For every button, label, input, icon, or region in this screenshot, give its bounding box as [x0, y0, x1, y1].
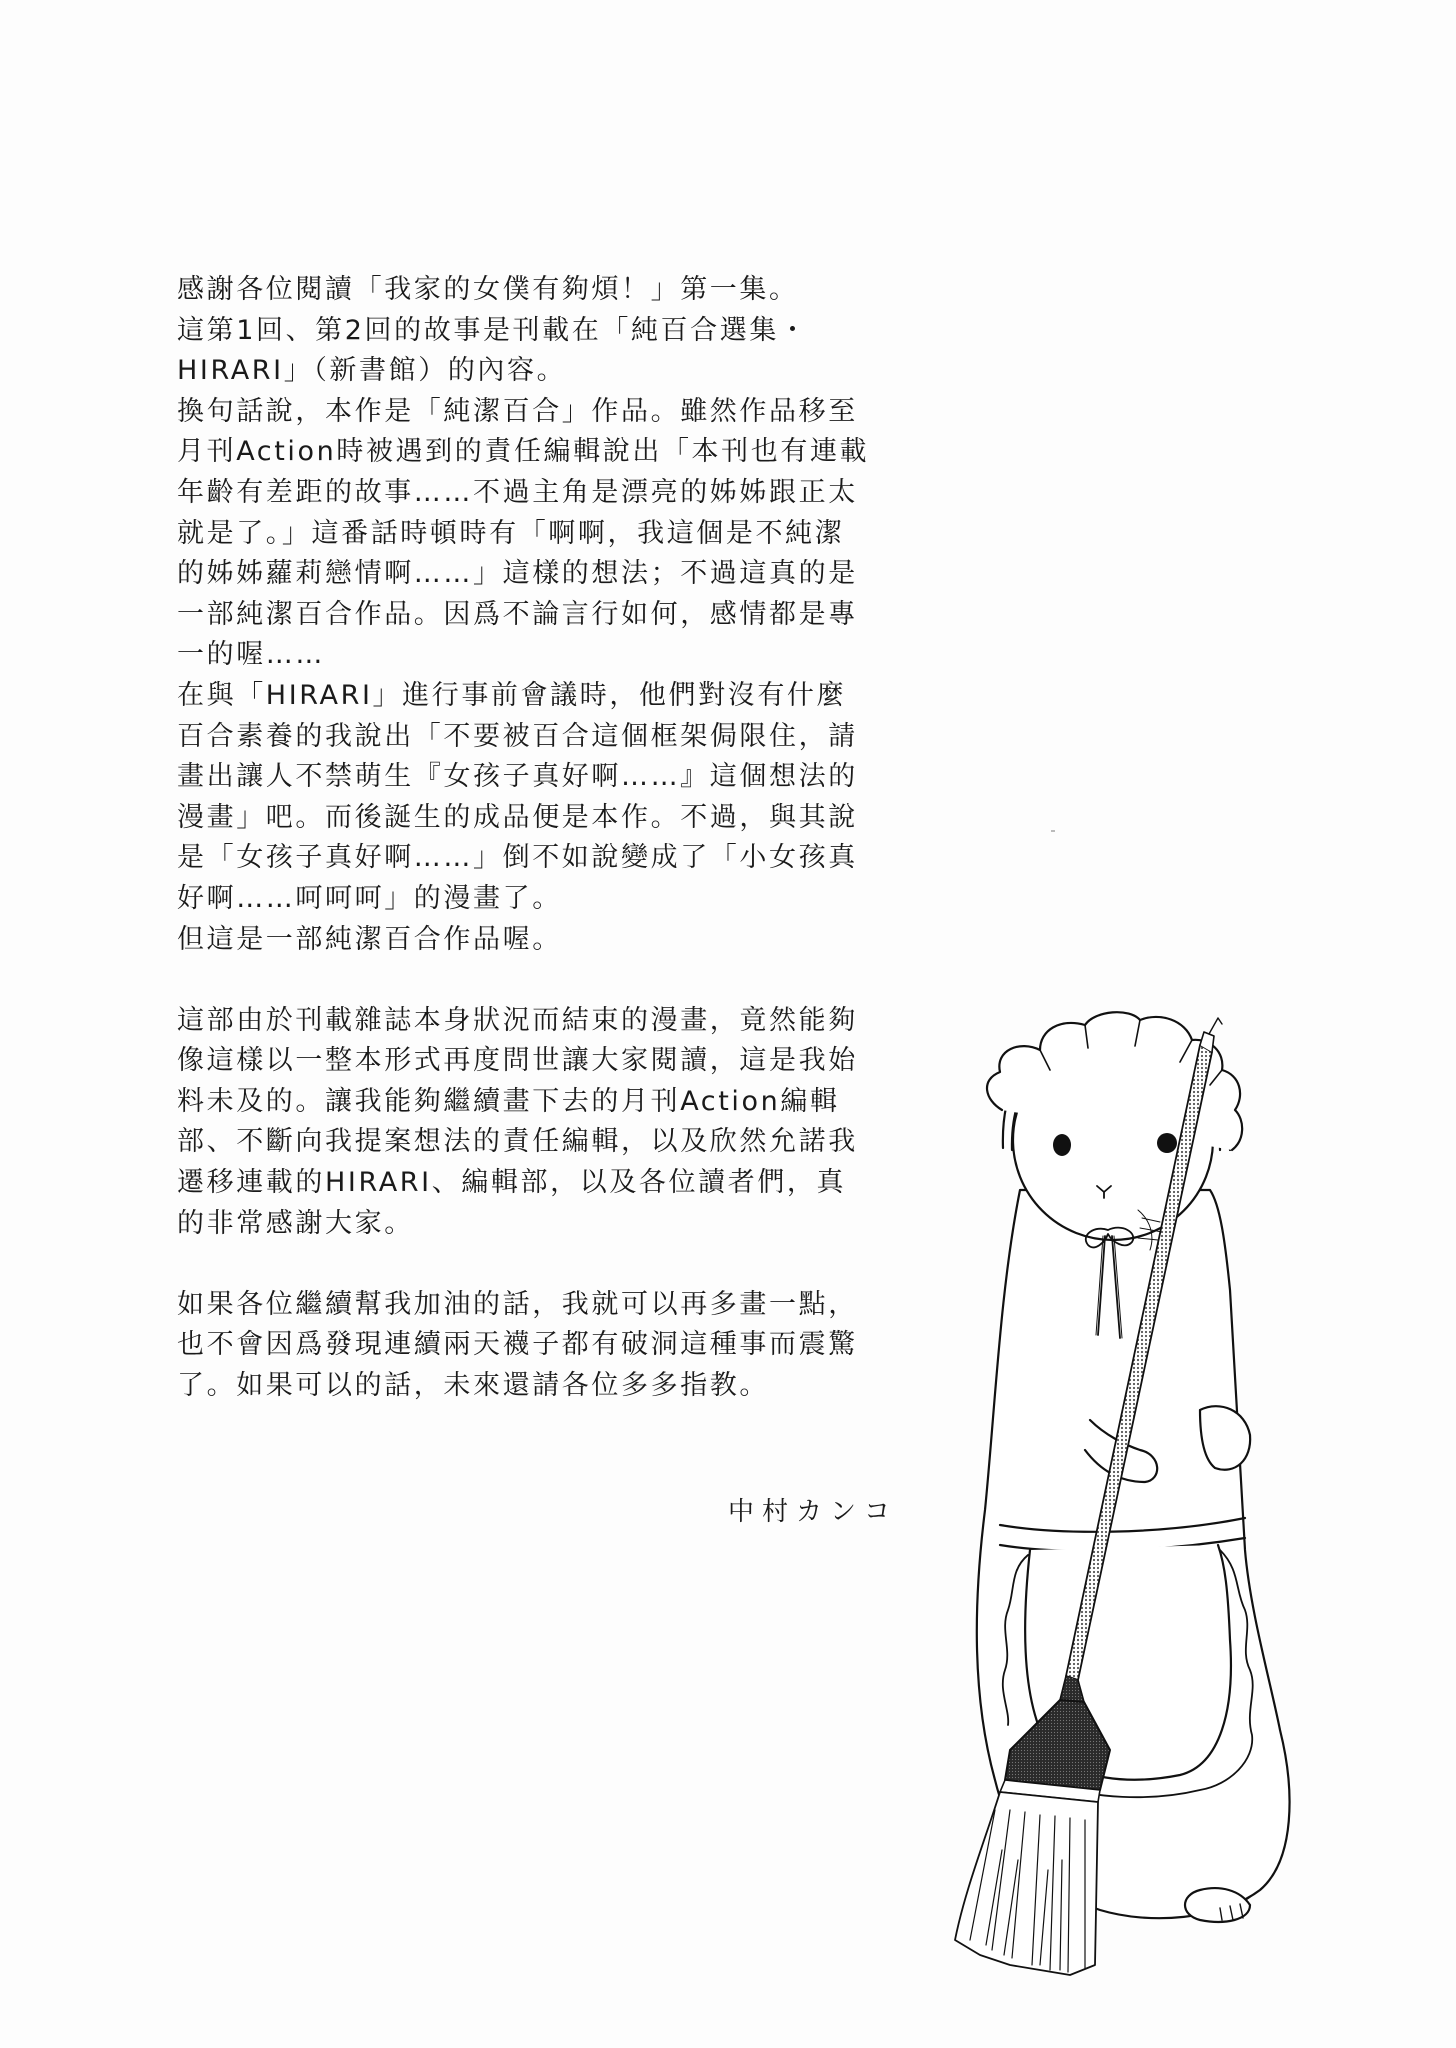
text-line: 月刊Action時被遇到的責任編輯說出「本刊也有連載 — [177, 436, 870, 468]
text-line: HIRARI」（新書館）的內容。 — [177, 355, 567, 387]
text-line: 一的喔…… — [177, 639, 325, 671]
text-line: 像這樣以一整本形式再度問世讓大家閱讀，這是我始 — [177, 1045, 858, 1077]
text-line: 百合素養的我說出「不要被百合這個框架侷限住，請 — [177, 720, 858, 752]
text-line: 但這是一部純潔百合作品喔。 — [177, 923, 562, 955]
text-line: 這第1回、第2回的故事是刊載在「純百合選集・ — [177, 314, 809, 346]
text-line: 是「女孩子真好啊……」倒不如說變成了「小女孩真 — [177, 842, 858, 874]
hamster-maid-illustration — [900, 990, 1320, 1990]
text-line: 在與「HIRARI」進行事前會議時，他們對沒有什麼 — [177, 679, 847, 711]
text-line: 料未及的。讓我能夠繼續畫下去的月刊Action編輯 — [177, 1085, 840, 1117]
text-line: 年齡有差距的故事……不過主角是漂亮的姊姊跟正太 — [177, 476, 858, 508]
text-line: 如果各位繼續幫我加油的話，我就可以再多畫一點， — [177, 1288, 858, 1320]
paragraph-gap — [177, 1244, 897, 1285]
text-line: 漫畫」吧。而後誕生的成品便是本作。不過，與其說 — [177, 801, 858, 833]
text-line: 的姊姊蘿莉戀情啊……」這樣的想法；不過這真的是 — [177, 558, 858, 590]
text-line: 換句話說，本作是「純潔百合」作品。雖然作品移至 — [177, 395, 858, 427]
text-line: 也不會因爲發現連續兩天襪子都有破洞這種事而震驚 — [177, 1329, 858, 1361]
text-line: 畫出讓人不禁萌生『女孩子真好啊……』這個想法的 — [177, 761, 858, 793]
text-line: 部、不斷向我提案想法的責任編輯，以及欣然允諾我 — [177, 1126, 858, 1158]
paragraph-1 — [177, 270, 897, 960]
text-line: 了。如果可以的話，未來還請各位多多指教。 — [177, 1370, 769, 1402]
author-signature: 中村カンコ — [728, 1497, 899, 1527]
text-line: 就是了。」這番話時頓時有「啊啊，我這個是不純潔 — [177, 517, 845, 549]
text-line: 一部純潔百合作品。因爲不論言行如何，感情都是專 — [177, 598, 858, 630]
paragraph-2 — [177, 1001, 897, 1245]
right-arm — [1200, 1406, 1250, 1470]
text-line: 的非常感謝大家。 — [177, 1207, 414, 1239]
right-eye — [1157, 1133, 1177, 1153]
text-line: 好啊……呵呵呵」的漫畫了。 — [177, 882, 562, 914]
scan-speck — [1051, 830, 1055, 832]
afterword-text — [177, 270, 897, 1407]
text-line: 這部由於刊載雜誌本身狀況而結束的漫畫，竟然能夠 — [177, 1004, 858, 1036]
text-line: 感謝各位閱讀「我家的女僕有夠煩！」第一集。 — [177, 274, 799, 305]
broom-bristles — [955, 1792, 1098, 1975]
paragraph-gap — [177, 960, 897, 1001]
paragraph-3 — [177, 1285, 897, 1407]
left-eye — [1053, 1134, 1071, 1156]
text-line: 遷移連載的HIRARI、編輯部，以及各位讀者們，真 — [177, 1167, 847, 1199]
